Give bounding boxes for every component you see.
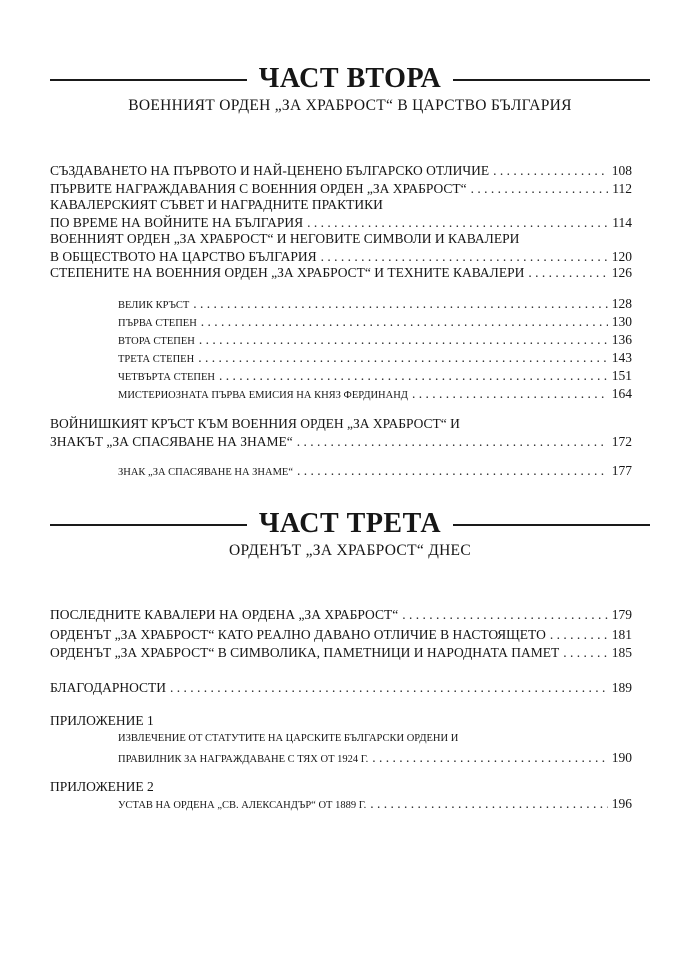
appendix-1-label[interactable]: ПРИЛОЖЕНИЕ 1: [50, 713, 154, 728]
dot-leader: [563, 645, 607, 661]
divider-line: [453, 524, 650, 526]
toc-subentry-title: ПЪРВА СТЕПЕН: [118, 318, 197, 329]
dot-leader: [219, 368, 608, 384]
toc-page-number: 126: [611, 265, 632, 280]
toc-subentry-title-line1: ИЗВЛЕЧЕНИЕ ОТ СТАТУТИТЕ НА ЦАРСКИТЕ БЪЛГАРСКИ ОРДЕНИ И: [118, 733, 459, 744]
toc-subentry-title: ТРЕТА СТЕПЕН: [118, 354, 195, 365]
toc-page-number: 177: [611, 463, 632, 478]
dot-leader: [307, 215, 608, 231]
toc-subentry-title: УСТАВ НА ОРДЕНА „СВ. АЛЕКСАНДЪР“ ОТ 1889 Г.: [118, 800, 367, 811]
toc-entry-title: СЪЗДАВАНЕТО НА ПЪРВОТО И НАЙ-ЦЕНЕНО БЪЛГАРСКО ОТЛИЧИЕ: [50, 163, 490, 178]
dot-leader: [471, 181, 609, 197]
dot-leader: [193, 296, 607, 312]
toc-subentry[interactable]: [118, 796, 632, 814]
toc-page-number: 143: [611, 350, 632, 365]
toc-page-number: 151: [611, 368, 632, 383]
toc-entry[interactable]: [50, 416, 632, 450]
dot-leader: [201, 314, 608, 330]
toc-subentry-title: ПРАВИЛНИК ЗА НАГРАЖДАВАНЕ С ТЯХ ОТ 1924 Г.: [118, 754, 369, 765]
toc-page-number: 181: [611, 627, 632, 642]
part-three-title-row: [50, 508, 650, 540]
part-two-title: ЧАСТ ВТОРА: [258, 63, 442, 94]
divider-line: [453, 79, 650, 81]
toc-subentry-title: ВЕЛИК КРЪСТ: [118, 300, 190, 311]
toc-page-number: 179: [611, 607, 632, 622]
toc-entry[interactable]: [50, 680, 632, 696]
toc-page-number: 128: [611, 296, 632, 311]
toc-subentry[interactable]: [118, 463, 632, 481]
toc-entry-title-line1: ВОЙНИШКИЯТ КРЪСТ КЪМ ВОЕННИЯ ОРДЕН „ЗА ХРАБРОСТ“ И: [50, 416, 460, 431]
toc-entry-title: ОРДЕНЪТ „ЗА ХРАБРОСТ“ КАТО РЕАЛНО ДАВАНО ОТЛИЧИЕ В НАСТОЯЩЕТО: [50, 627, 546, 642]
toc-page-number: 172: [611, 434, 632, 449]
toc-page-number: 112: [612, 181, 632, 196]
dot-leader: [412, 386, 608, 402]
toc-entry-title: ОРДЕНЪТ „ЗА ХРАБРОСТ“ В СИМВОЛИКА, ПАМЕТНИЦИ И НАРОДНАТА ПАМЕТ: [50, 645, 560, 660]
part-two-title-row: [50, 63, 650, 95]
toc-entry-title: В ОБЩЕСТВОТО НА ЦАРСТВО БЪЛГАРИЯ: [50, 249, 317, 264]
toc-page-number: 190: [611, 750, 632, 765]
toc-entry[interactable]: [50, 197, 632, 231]
toc-entry[interactable]: [50, 645, 632, 661]
part-two-subtitle: ВОЕННИЯТ ОРДЕН „ЗА ХРАБРОСТ“ В ЦАРСТВО БЪЛГАРИЯ: [128, 97, 572, 114]
toc-entry-title: ПОСЛЕДНИТЕ КАВАЛЕРИ НА ОРДЕНА „ЗА ХРАБРОСТ“: [50, 607, 399, 622]
toc-subentry-title: ЗНАК „ЗА СПАСЯВАНЕ НА ЗНАМЕ“: [118, 467, 294, 478]
toc-page-number: 108: [611, 163, 632, 178]
toc-subentry-title: ЧЕТВЪРТА СТЕПЕН: [118, 372, 215, 383]
dot-leader: [321, 249, 608, 265]
toc-subentry[interactable]: [118, 296, 632, 314]
toc-page-number: 130: [611, 314, 632, 329]
part-three-subtitle: ОРДЕНЪТ „ЗА ХРАБРОСТ“ ДНЕС: [229, 542, 471, 559]
dot-leader: [297, 434, 608, 450]
dot-leader: [402, 607, 608, 623]
toc-entry-title-line1: ВОЕННИЯТ ОРДЕН „ЗА ХРАБРОСТ“ И НЕГОВИТЕ СИМВОЛИ И КАВАЛЕРИ: [50, 231, 520, 246]
toc-subentry[interactable]: [118, 350, 632, 368]
dot-leader: [199, 332, 608, 348]
dot-leader: [528, 265, 607, 281]
dot-leader: [170, 680, 608, 696]
toc-page-number: 164: [611, 386, 632, 401]
dot-leader: [550, 627, 608, 643]
toc-entry[interactable]: [50, 627, 632, 643]
dot-leader: [372, 750, 607, 766]
toc-entry[interactable]: [50, 265, 632, 281]
appendix-2-label[interactable]: ПРИЛОЖЕНИЕ 2: [50, 779, 154, 794]
toc-entry[interactable]: [50, 231, 632, 265]
part-two-header: [50, 63, 650, 115]
toc-page-number: 185: [611, 645, 632, 660]
toc-entry-title: СТЕПЕНИТЕ НА ВОЕННИЯ ОРДЕН „ЗА ХРАБРОСТ“ И ТЕХНИТЕ КАВАЛЕРИ: [50, 265, 525, 280]
toc-subentry[interactable]: [118, 731, 632, 768]
toc-subentry[interactable]: [118, 386, 632, 404]
toc-page-number: 189: [611, 680, 632, 695]
dot-leader: [370, 796, 608, 812]
toc-subentry-title: ВТОРА СТЕПЕН: [118, 336, 195, 347]
toc-subentry[interactable]: [118, 314, 632, 332]
toc-entry-title: ПО ВРЕМЕ НА ВОЙНИТЕ НА БЪЛГАРИЯ: [50, 215, 304, 230]
toc-page-number: 136: [611, 332, 632, 347]
toc-subentry[interactable]: [118, 368, 632, 386]
part-three-title: ЧАСТ ТРЕТА: [258, 508, 442, 539]
toc-entry-title: ЗНАКЪТ „ЗА СПАСЯВАНЕ НА ЗНАМЕ“: [50, 434, 293, 449]
toc-subentry-title: МИСТЕРИОЗНАТА ПЪРВА ЕМИСИЯ НА КНЯЗ ФЕРДИНАНД: [118, 390, 408, 401]
toc-entry[interactable]: [50, 181, 632, 197]
toc-page-number: 120: [611, 249, 632, 264]
part-three-header: [50, 508, 650, 560]
toc-entry-title-line1: КАВАЛЕРСКИЯТ СЪВЕТ И НАГРАДНИТЕ ПРАКТИКИ: [50, 197, 383, 212]
toc-page-number: 114: [612, 215, 632, 230]
dot-leader: [297, 463, 608, 479]
dot-leader: [198, 350, 608, 366]
toc-page-number: 196: [611, 796, 632, 811]
toc-entry[interactable]: [50, 163, 632, 179]
toc-entry[interactable]: [50, 607, 632, 623]
dot-leader: [493, 163, 608, 179]
toc-entry-title: БЛАГОДАРНОСТИ: [50, 680, 166, 695]
toc-subentry[interactable]: [118, 332, 632, 350]
toc-entry-title: ПЪРВИТЕ НАГРАЖДАВАНИЯ С ВОЕННИЯ ОРДЕН „ЗА ХРАБРОСТ“: [50, 181, 467, 196]
